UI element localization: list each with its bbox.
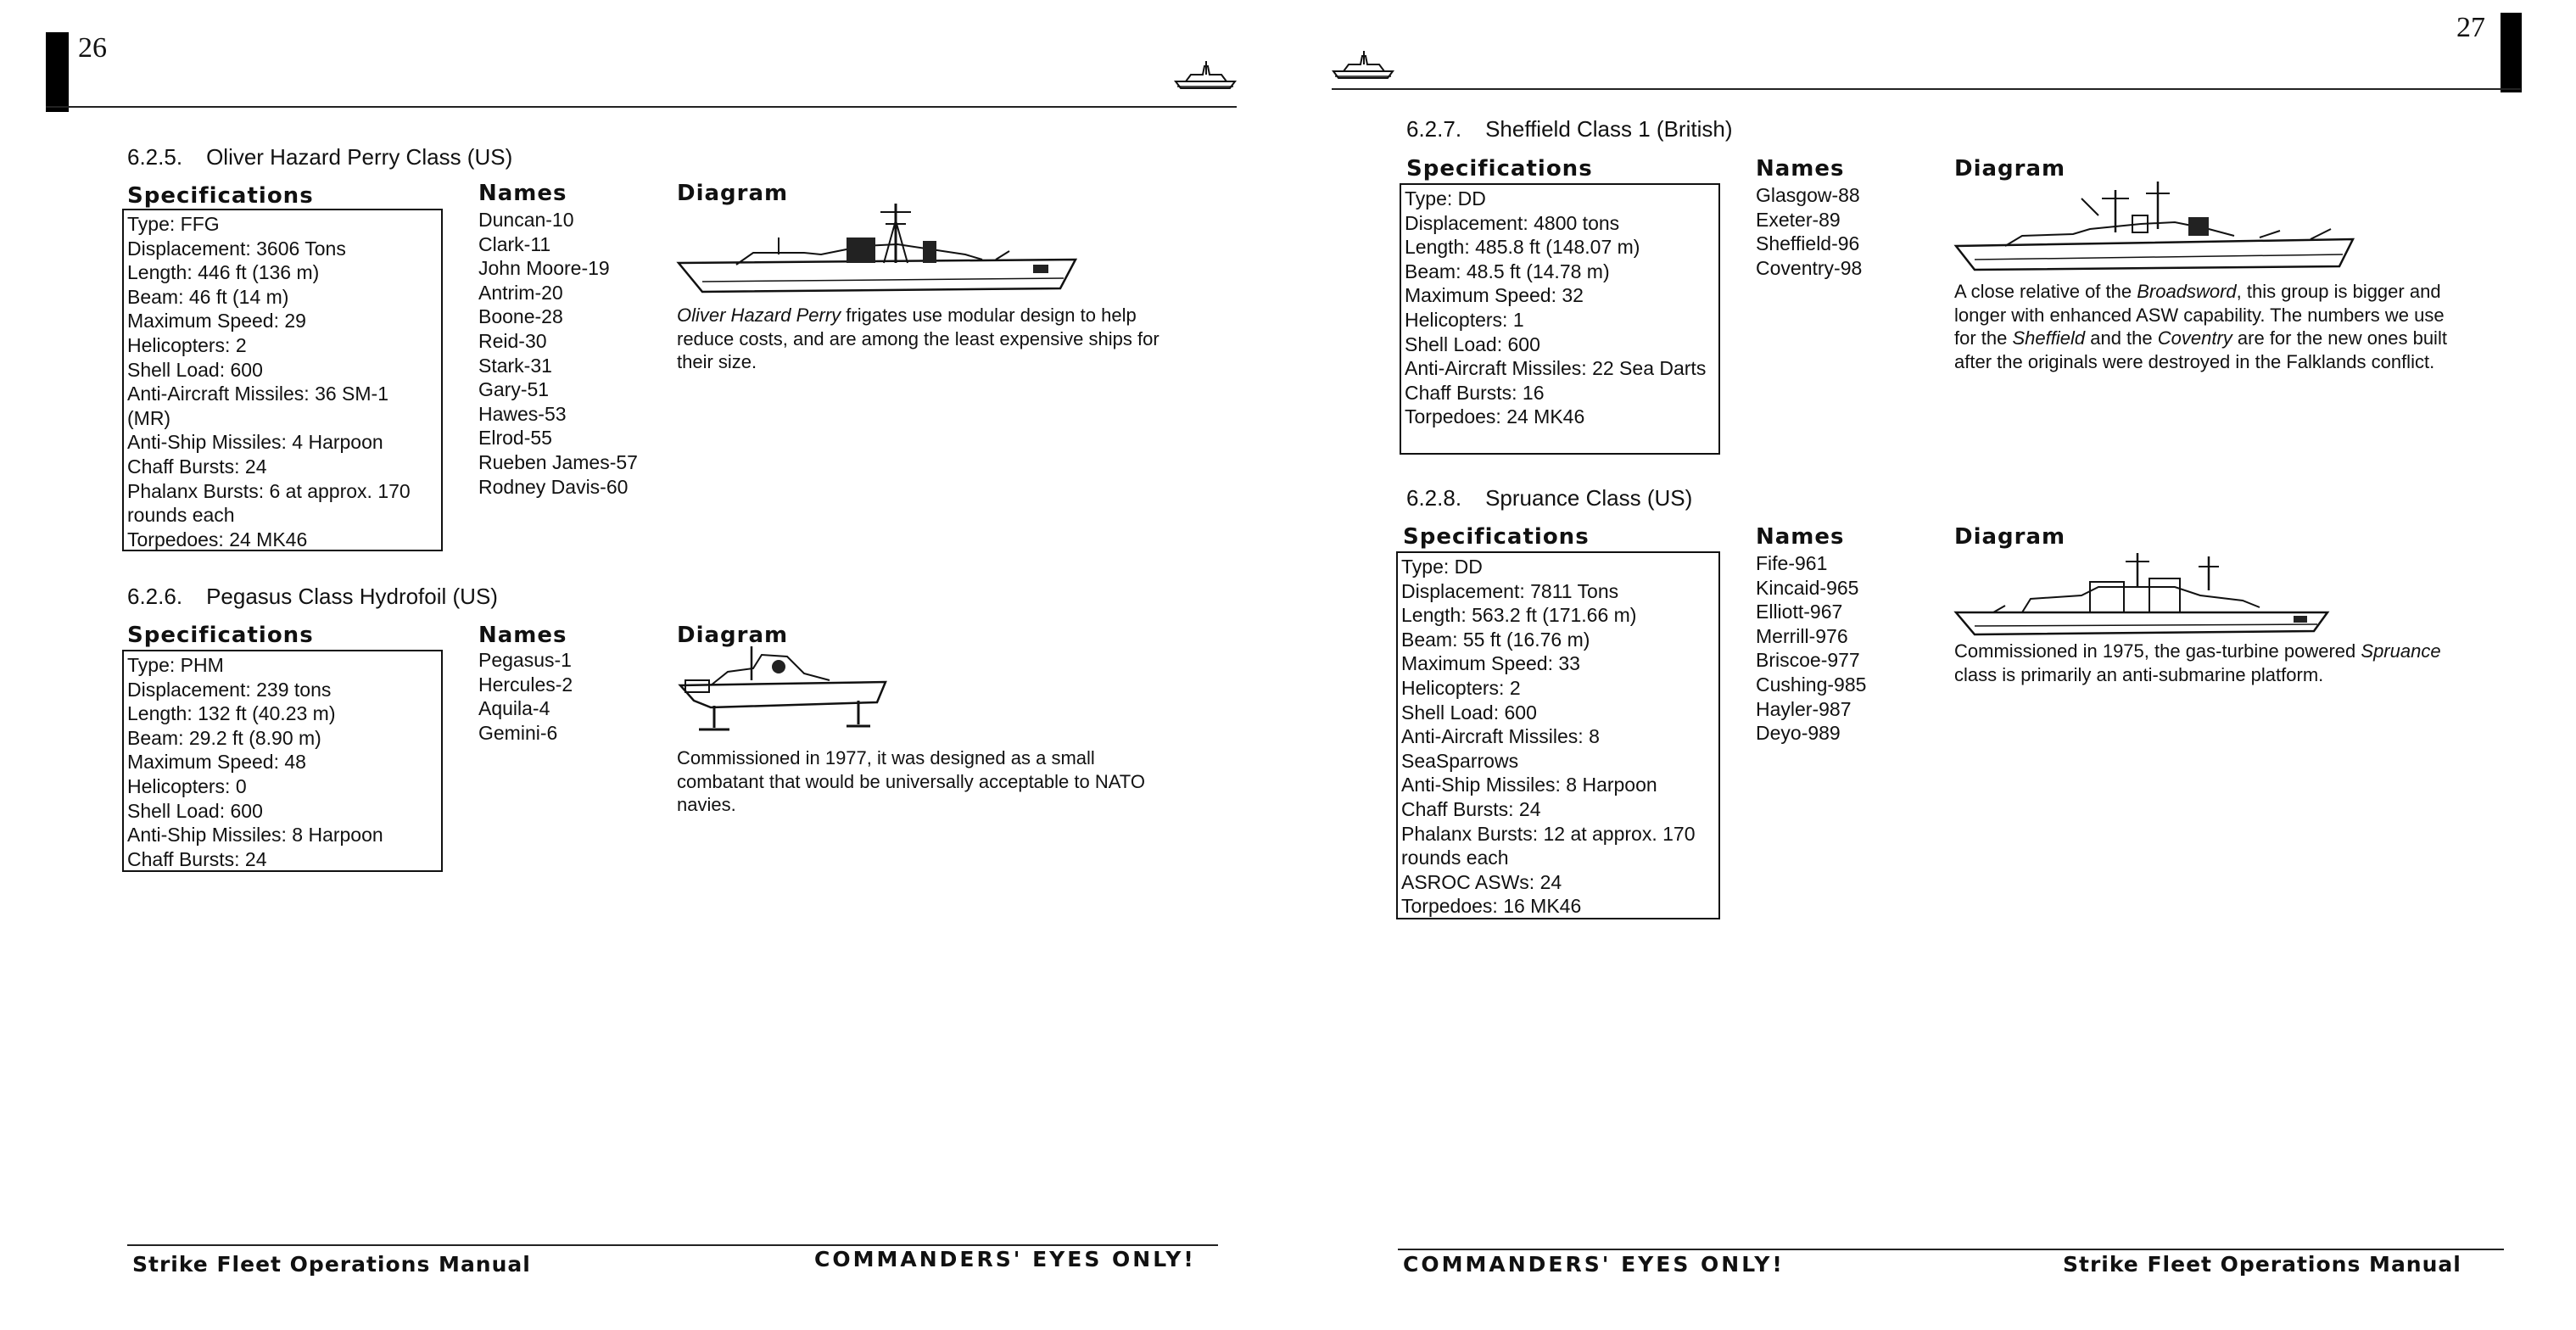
- spec-line: ASROC ASWs: 24: [1401, 870, 1562, 893]
- diagram-header: Diagram: [1954, 156, 2066, 182]
- spec-line: Anti-Aircraft Missiles: 8 SeaSparrows: [1401, 725, 1600, 772]
- spec-line: Shell Load: 600: [127, 799, 263, 822]
- footer-rule: [1398, 1249, 2504, 1250]
- spec-line: Anti-Aircraft Missiles: 22 Sea Darts: [1405, 357, 1707, 380]
- specs-box-spruance: [1396, 551, 1720, 919]
- names-list-perry: [478, 208, 638, 499]
- names-list-pegasus: [478, 648, 573, 745]
- footer-confidential: COMMANDERS' EYES ONLY!: [1403, 1252, 1785, 1277]
- diagram-caption-sheffield: A close relative of the Broadsword, this group is bigger and longer with enhanced ASW capability. The numbers we use for the Sheffield and the Coventry are for the new ones built after the originals were destroyed in the Falklands conflict.: [1954, 281, 2447, 372]
- spec-line: Chaff Bursts: 24: [127, 455, 267, 478]
- page-edge-tab: [2501, 13, 2522, 92]
- header-rule: [46, 106, 1237, 108]
- ship-name: Glasgow-88: [1756, 184, 1860, 206]
- spec-line: Torpedoes: 24 MK46: [1405, 405, 1585, 428]
- spec-line: Displacement: 3606 Tons: [127, 237, 346, 260]
- spec-line: Beam: 46 ft (14 m): [127, 285, 289, 308]
- ship-name: Gary-51: [478, 378, 550, 401]
- names-header: Names: [1756, 524, 1845, 550]
- diagram-header: Diagram: [677, 623, 789, 648]
- spec-line: Torpedoes: 24 MK46: [127, 528, 308, 550]
- page-number: 27: [2456, 12, 2485, 43]
- diagram-caption-pegasus: Commissioned in 1977, it was designed as a small combatant that would be universally acceptable to NATO navies.: [677, 747, 1145, 815]
- spec-line: Shell Load: 600: [1405, 332, 1540, 355]
- ship-name: Coventry-98: [1756, 256, 1863, 279]
- ship-name: Duncan-10: [478, 209, 574, 231]
- names-list-spruance: [1756, 551, 1866, 746]
- ship-name: Clark-11: [478, 232, 551, 255]
- ship-name: Sheffield-96: [1756, 232, 1860, 255]
- ship-name: Elrod-55: [478, 427, 552, 450]
- ship-name: Boone-28: [478, 305, 563, 328]
- ship-name: Rueben James-57: [478, 450, 638, 473]
- ship-name: Elliott-967: [1756, 601, 1843, 623]
- footer-rule: [127, 1244, 1218, 1246]
- specs-box-sheffield: [1400, 183, 1720, 455]
- ship-diagram-sheffield: [1954, 182, 2355, 277]
- spec-line: Displacement: 4800 tons: [1405, 211, 1620, 234]
- spec-line: Beam: 55 ft (16.76 m): [1401, 628, 1590, 651]
- names-header: Names: [478, 623, 567, 648]
- specs-box-pegasus: [122, 650, 443, 872]
- specs-header: Specifications: [127, 623, 314, 648]
- spec-line: Maximum Speed: 32: [1405, 284, 1584, 307]
- ship-name: Gemini-6: [478, 721, 558, 744]
- ship-name: Hercules-2: [478, 673, 573, 696]
- ship-name: Antrim-20: [478, 281, 563, 304]
- right-page: [1288, 0, 2576, 1330]
- ship-name: Cushing-985: [1756, 673, 1867, 696]
- specs-header: Specifications: [1406, 156, 1593, 182]
- spec-line: Chaff Bursts: 24: [1401, 797, 1541, 820]
- spec-line: Helicopters: 2: [1401, 676, 1521, 699]
- names-header: Names: [1756, 156, 1845, 182]
- ship-emblem-icon: [1332, 51, 1394, 80]
- specs-header: Specifications: [127, 183, 314, 209]
- ship-name: Exeter-89: [1756, 208, 1841, 231]
- spec-line: Anti-Ship Missiles: 8 Harpoon: [1401, 774, 1657, 796]
- diagram-header: Diagram: [677, 181, 789, 206]
- spec-line: Maximum Speed: 33: [1401, 652, 1580, 675]
- spec-line: Phalanx Bursts: 6 at approx. 170 rounds each: [127, 479, 411, 527]
- footer-confidential: COMMANDERS' EYES ONLY!: [814, 1247, 1196, 1271]
- spec-line: Length: 446 ft (136 m): [127, 261, 320, 284]
- specs-box-perry: [122, 209, 443, 551]
- ship-name: Hayler-987: [1756, 697, 1852, 720]
- spec-line: Displacement: 239 tons: [127, 678, 332, 701]
- ship-name: Briscoe-977: [1756, 649, 1860, 672]
- names-header: Names: [478, 181, 567, 206]
- spec-line: Helicopters: 0: [127, 774, 247, 797]
- spec-line: Type: DD: [1401, 556, 1483, 578]
- diagram-header: Diagram: [1954, 524, 2066, 550]
- spec-line: Chaff Bursts: 16: [1405, 381, 1545, 404]
- spec-line: Anti-Ship Missiles: 8 Harpoon: [127, 824, 383, 847]
- spec-line: Helicopters: 2: [127, 333, 247, 356]
- header-rule: [1332, 88, 2521, 90]
- ship-diagram-perry: [677, 204, 1076, 302]
- ship-emblem-icon: [1174, 61, 1237, 90]
- ship-name: Reid-30: [478, 329, 547, 352]
- spec-line: Maximum Speed: 29: [127, 310, 306, 332]
- footer-manual-title: Strike Fleet Operations Manual: [2063, 1252, 2461, 1277]
- ship-name: John Moore-19: [478, 257, 610, 280]
- spec-line: Length: 563.2 ft (171.66 m): [1401, 604, 1637, 627]
- spec-line: Type: PHM: [127, 654, 224, 676]
- spec-line: Type: DD: [1405, 187, 1486, 210]
- specs-header: Specifications: [1403, 524, 1590, 550]
- ship-name: Hawes-53: [478, 402, 567, 425]
- ship-name: Aquila-4: [478, 697, 550, 720]
- ship-name: Fife-961: [1756, 552, 1828, 574]
- spec-line: Beam: 29.2 ft (8.90 m): [127, 726, 321, 749]
- ship-diagram-pegasus: [677, 646, 887, 740]
- spec-line: Torpedoes: 16 MK46: [1401, 895, 1582, 918]
- ship-name: Kincaid-965: [1756, 576, 1859, 599]
- spec-line: Phalanx Bursts: 12 at approx. 170 rounds each: [1401, 822, 1696, 869]
- page-number: 26: [78, 32, 107, 64]
- spec-line: Maximum Speed: 48: [127, 751, 306, 774]
- section-title-sheffield: 6.2.7. Sheffield Class 1 (British): [1406, 116, 1733, 142]
- spec-line: Anti-Aircraft Missiles: 36 SM-1 (MR): [127, 383, 389, 429]
- spec-line: Type: FFG: [127, 213, 220, 235]
- spec-line: Length: 132 ft (40.23 m): [127, 702, 336, 725]
- section-title-perry: 6.2.5. Oliver Hazard Perry Class (US): [127, 144, 513, 170]
- spec-line: Beam: 48.5 ft (14.78 m): [1405, 260, 1610, 282]
- spec-line: Anti-Ship Missiles: 4 Harpoon: [127, 431, 383, 454]
- ship-name: Rodney Davis-60: [478, 475, 629, 498]
- diagram-caption-spruance: Commissioned in 1975, the gas-turbine powered Spruance class is primarily an anti-submarine platform.: [1954, 640, 2441, 685]
- section-title-pegasus: 6.2.6. Pegasus Class Hydrofoil (US): [127, 584, 498, 609]
- footer-manual-title: Strike Fleet Operations Manual: [132, 1252, 531, 1277]
- names-list-sheffield: [1756, 183, 1862, 280]
- ship-name: Deyo-989: [1756, 722, 1841, 745]
- spec-line: Displacement: 7811 Tons: [1401, 579, 1619, 602]
- page-edge-tab: [46, 32, 69, 112]
- spec-line: Chaff Bursts: 24: [127, 847, 267, 870]
- spec-line: Shell Load: 600: [1401, 701, 1537, 724]
- ship-name: Pegasus-1: [478, 649, 572, 671]
- spec-line: Shell Load: 600: [127, 358, 263, 381]
- spec-line: Helicopters: 1: [1405, 308, 1524, 331]
- ship-name: Stark-31: [478, 354, 552, 377]
- spec-line: Length: 485.8 ft (148.07 m): [1405, 236, 1640, 259]
- ship-diagram-spruance: [1954, 553, 2327, 638]
- ship-name: Merrill-976: [1756, 624, 1848, 647]
- diagram-caption-perry: Oliver Hazard Perry frigates use modular design to help reduce costs, and are among the least expensive ships for their size.: [677, 305, 1159, 372]
- section-title-spruance: 6.2.8. Spruance Class (US): [1406, 485, 1693, 511]
